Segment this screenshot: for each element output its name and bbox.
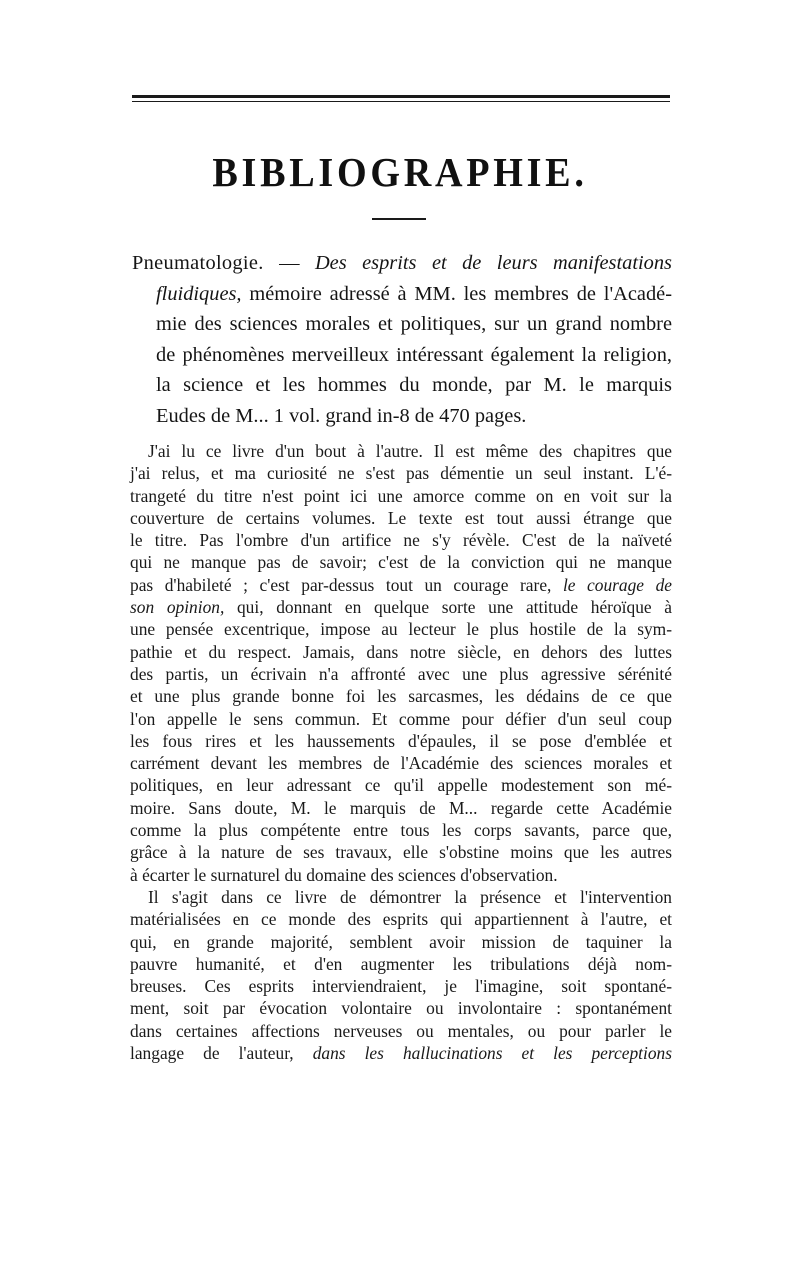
header-rule-thin [132,101,670,102]
citation-line-1: Pneumatologie. — Des esprits et de leurs manifestations [132,252,672,274]
book-citation [132,248,672,432]
citation-book-title-end: fluidiques, [156,282,242,305]
review-body [130,440,672,1064]
body-line: J'ai lu ce livre d'un bout à l'autre. Il est même des chapitres que [148,441,672,461]
body-line: des partis, un écrivain n'a affronté avec une plus agressive sérénité [130,663,672,684]
body-line: qui ne manque pas de savoir; c'est de la conviction qui ne manque [130,552,672,573]
body-line: dans certaines affections nerveuses ou mentales, ou pour parler le [130,1020,672,1041]
italic-phrase: dans les hallucinations et les perceptions [312,1043,672,1064]
body-line: langage de l'auteur, dans les hallucinations et les perceptions [130,1043,672,1064]
body-line: les fous rires et les haussements d'épaules, il se pose d'emblée et [130,730,672,751]
body-line: j'ai relus, et ma curiosité ne s'est pas démentie un seul instant. L'é- [130,463,672,484]
citation-line-4: de phénomènes merveilleux intéressant également la religion, [156,343,672,366]
body-line: ment, soit par évocation volontaire ou involontaire : spontanément [130,998,672,1019]
body-line: une pensée excentrique, impose au lecteur le plus hostile de la sym- [130,619,672,640]
body-line: carrément devant les membres de l'Académie des sciences morales et [130,753,672,774]
body-line: couverture de certains volumes. Le texte est tout aussi étrange que [130,507,672,528]
citation-book-title: Des esprits et de leurs manifestations [314,252,672,274]
page-title: BIBLIOGRAPHIE. [212,149,588,195]
body-line: breuses. Ces esprits interviendraient, je l'imagine, soit spontané- [130,976,672,997]
body-line: politiques, en leur adressant ce qu'il appelle modestement son mé- [130,775,672,796]
body-line: matérialisées en ce monde des esprits qui appartiennent à l'autre, et [130,909,672,930]
title-separator-rule [372,218,426,220]
body-line: grâce à la nature de ses travaux, elle s'obstine moins que les autres [130,842,672,863]
citation-line-3: mie des sciences morales et politiques, sur un grand nombre [156,313,672,336]
italic-phrase: son opinion, [130,597,225,618]
body-line: trangeté du titre n'est point ici une amorce comme on en voit sur la [130,485,672,506]
citation-line-2: fluidiques, mémoire adressé à MM. les membres de l'Acadé- [156,282,672,305]
body-line: l'on appelle le sens commun. Et comme pour défier d'un seul coup [130,708,672,729]
body-line: pauvre humanité, et d'en augmenter les tribulations déjà nom- [130,953,672,974]
italic-phrase: le courage de [562,574,672,595]
body-line: à écarter le surnaturel du domaine des sciences d'observation. [130,864,558,885]
body-line: le titre. Pas l'ombre d'un artifice ne s'y révèle. C'est de la naïveté [130,530,672,551]
body-line: qui, en grande majorité, semblent avoir mission de taquiner la [130,931,672,952]
body-line: pathie et du respect. Jamais, dans notre siècle, en dehors des luttes [130,641,672,662]
citation-line-5: la science et les hommes du monde, par M. le marquis [156,374,672,397]
body-line: son opinion, qui, donnant en quelque sorte une attitude héroïque à [130,597,672,618]
body-line: Il s'agit dans ce livre de démontrer la présence et l'intervention [148,886,672,907]
body-line: moire. Sans doute, M. le marquis de M... regarde cette Académie [130,797,672,818]
citation-line-6: Eudes de M... 1 vol. grand in-8 de 470 pages. [156,404,527,427]
body-line: et une plus grande bonne foi les sarcasmes, les dédains de ce que [130,686,672,707]
citation-subject: Pneumatologie. [132,252,264,274]
header-rule-thick [132,95,670,98]
header-double-rule [132,95,670,102]
body-line: pas d'habileté ; c'est par-dessus tout un courage rare, le courage de [130,574,672,595]
body-line: comme la plus compétente entre tous les corps savants, parce que, [130,820,672,841]
